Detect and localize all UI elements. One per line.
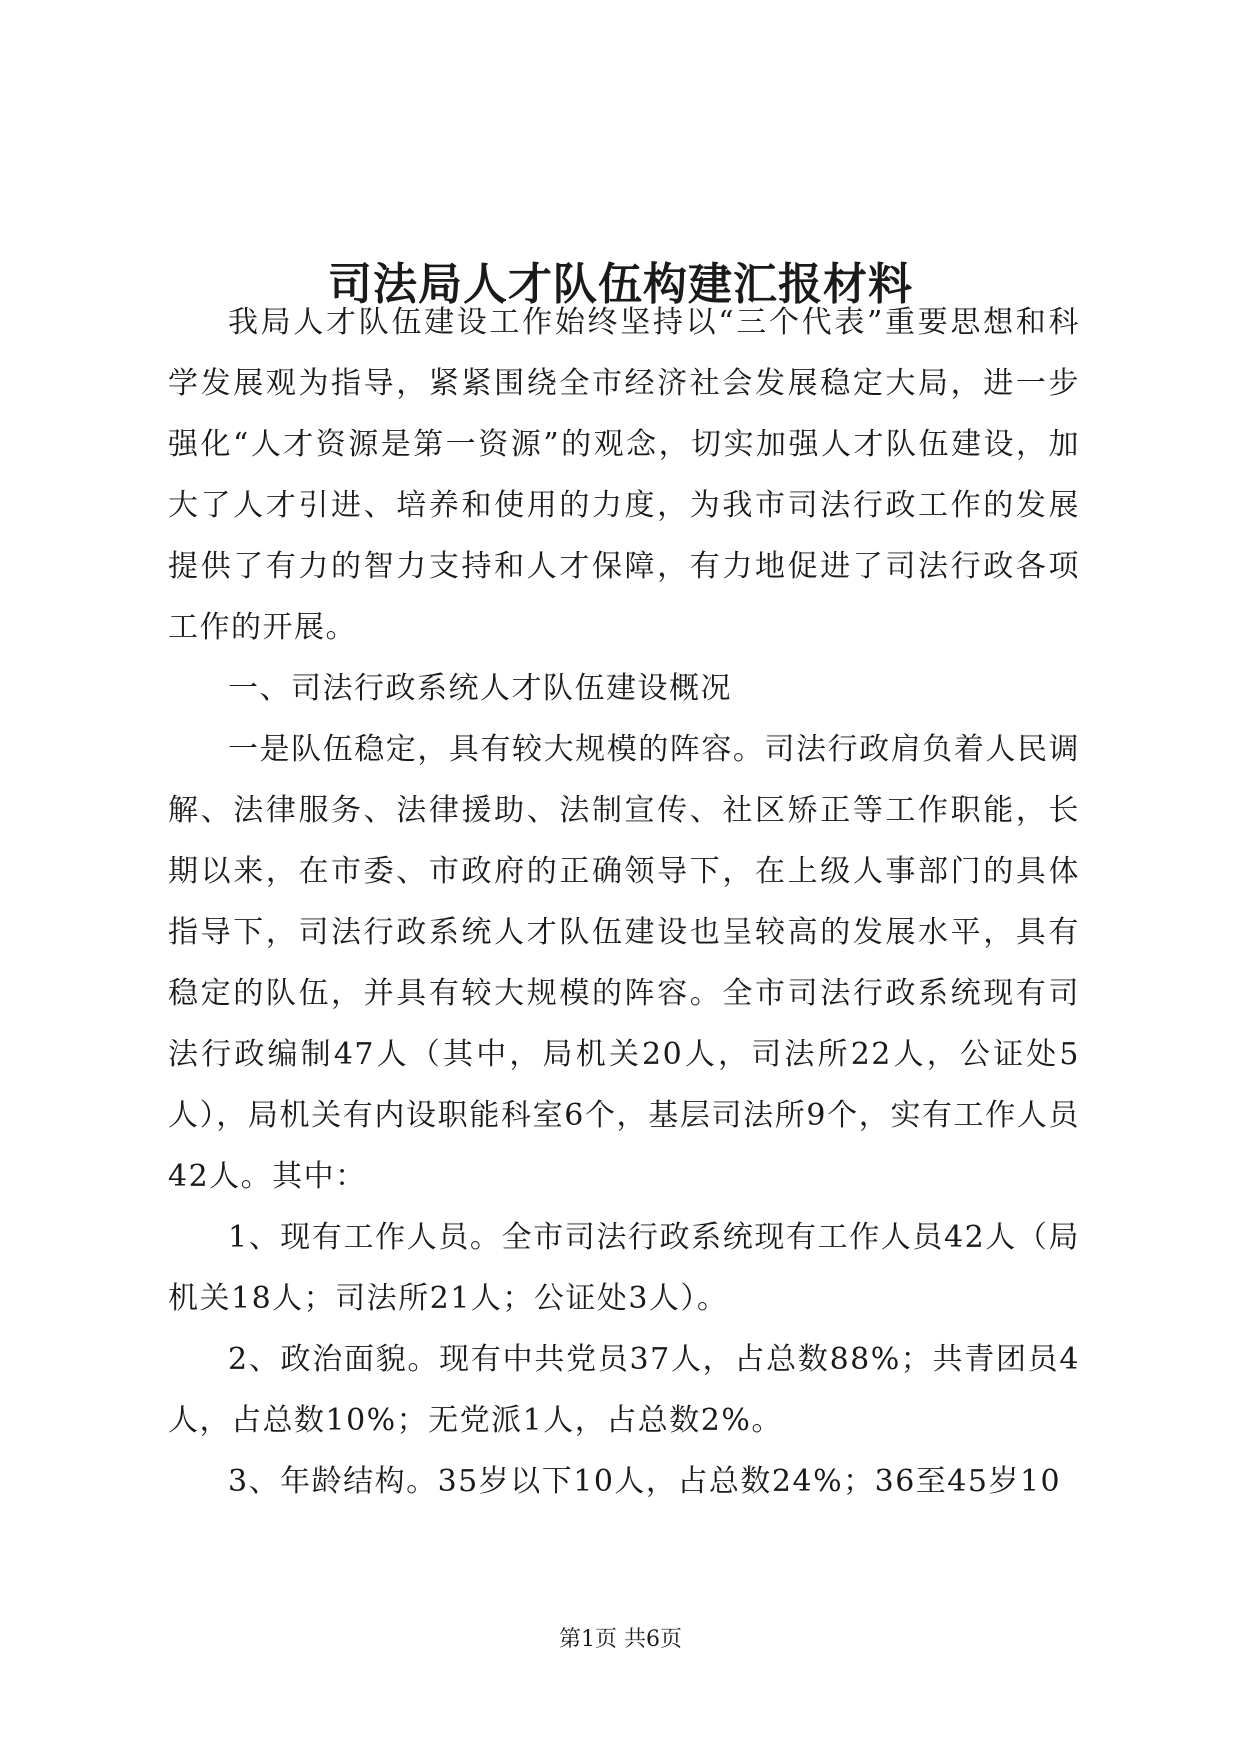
page-number-footer: 第1页 共6页: [559, 1627, 682, 1652]
paragraph-intro: 我局人才队伍建设工作始终坚持以“三个代表”重要思想和科学发展观为指导，紧紧围绕全市经济社会发展稳定大局，进一步强化“人才资源是第一资源”的观念，切实加强人才队伍建设，加大了人才引进、培养和使用的力度，为我市司法行政工作的发展提供了有力的智力支持和人才保障，有力地促进了司法行政各项工作的开展。: [168, 305, 1080, 645]
paragraph-team-overview: 一是队伍稳定，具有较大规模的阵容。司法行政肩负着人民调解、法律服务、法律援助、法制宣传、社区矫正等工作职能，长期以来，在市委、市政府的正确领导下，在上级人事部门的具体指导下，司法行政系统人才队伍建设也呈较高的发展水平，具有稳定的队伍，并具有较大规模的阵容。全市司法行政系统现有司法行政编制47人（其中，局机关20人，司法所22人，公证处5人），局机关有内设职能科室6个，基层司法所9个，实有工作人员42人。其中：: [168, 732, 1080, 1194]
document-body: [168, 292, 1080, 1512]
paragraph-political-status: 2、政治面貌。现有中共党员37人，占总数88%；共青团员4人，占总数10%；无党派1人，占总数2%。: [168, 1342, 1080, 1438]
section-heading-1: 一、司法行政系统人才队伍建设概况: [228, 671, 732, 706]
document-title: 司法局人才队伍构建汇报材料: [328, 259, 913, 311]
paragraph-staff-count: 1、现有工作人员。全市司法行政系统现有工作人员42人（局机关18人；司法所21人；公证处3人）。: [168, 1220, 1080, 1316]
paragraph-age-structure: 3、年龄结构。35岁以下10人，占总数24%；36至45岁10: [228, 1464, 1062, 1499]
